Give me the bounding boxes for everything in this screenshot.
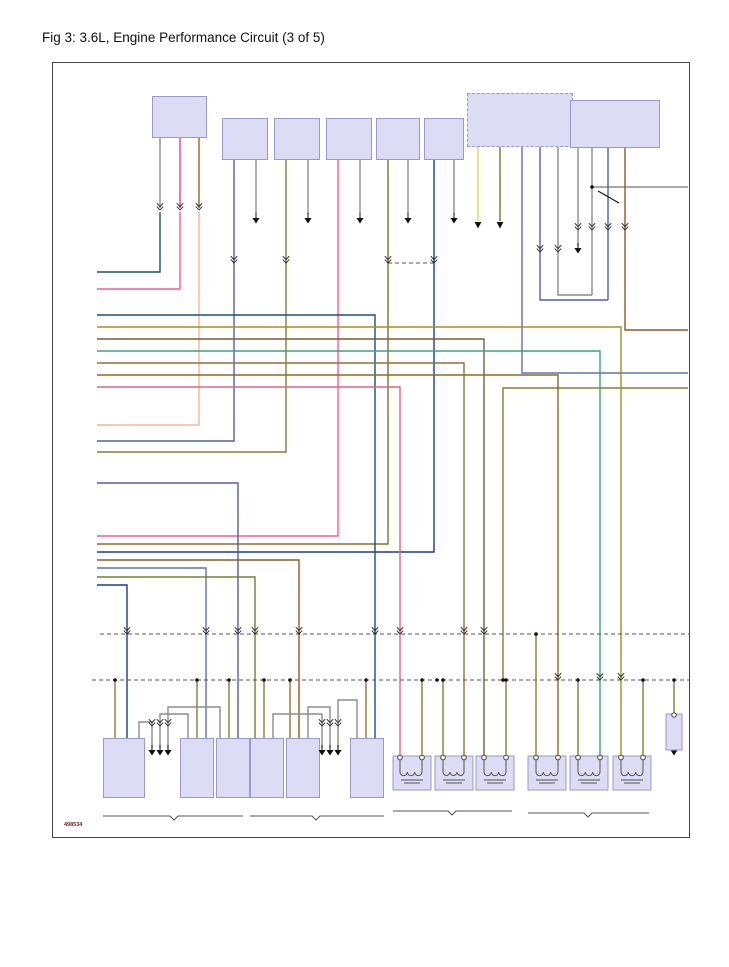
fuel-injector-6-box <box>393 756 431 790</box>
g917a-ground-icon <box>574 248 581 254</box>
fuel-injector-3-terminal-icon <box>576 755 581 760</box>
coil2-gnd-hook <box>168 707 220 748</box>
bcm-sens-rtn-wire <box>558 147 592 295</box>
page-title: Fig 3: 3.6L, Engine Performance Circuit (3 of 5) <box>42 30 325 45</box>
bcm-fuel-sig2-wire <box>522 147 688 373</box>
splice-dot <box>435 678 439 682</box>
splice-dot <box>590 185 594 189</box>
capacitor-gnd-ground-icon <box>670 750 677 756</box>
coil4-gnd-hook <box>160 714 188 748</box>
row20-wire <box>97 585 127 738</box>
fuel-injector-2-box <box>476 756 514 790</box>
fuel-injector-4-terminal-icon <box>462 755 467 760</box>
row13-wire <box>97 483 238 738</box>
row6-wire <box>97 351 600 756</box>
brace-injectors-left <box>393 811 512 815</box>
splice-dot <box>534 632 538 636</box>
brace-coils-right <box>250 816 384 820</box>
g903a-ground-icon <box>356 218 363 224</box>
fuel-injector-1-terminal-icon <box>641 755 646 760</box>
coil5-gnd-hook <box>273 714 322 748</box>
row18-wire <box>97 568 206 738</box>
fuel-injector-4-terminal-icon <box>441 755 446 760</box>
g927a-b3-ground-icon <box>334 750 341 756</box>
g914a-2-ground-icon <box>450 218 457 224</box>
g914a-b3-ground-icon <box>164 750 171 756</box>
splice-dot <box>672 678 676 682</box>
fuel-injector-3-terminal-icon <box>598 755 603 760</box>
splice-dot <box>262 678 266 682</box>
sol22-ctrl-wire <box>97 160 434 552</box>
fuel-injector-2-terminal-icon <box>482 755 487 760</box>
coil1-gnd-hook <box>338 700 357 748</box>
splice-dot <box>504 678 508 682</box>
splice-dot <box>195 678 199 682</box>
sensor-dkbludkgrn-wire <box>97 212 160 272</box>
g927a-b1-ground-icon <box>318 750 325 756</box>
splice-dot <box>113 678 117 682</box>
ignition-capacitor-box <box>666 714 682 750</box>
ignition-capacitor-terminal-icon <box>672 713 676 717</box>
coil6-gnd-hook <box>139 722 152 748</box>
sol21-ctrl-wire <box>97 160 388 544</box>
fuel-injector-5-box <box>528 756 566 790</box>
g914a-b2-ground-icon <box>156 750 163 756</box>
g914a-b1-ground-icon <box>148 750 155 756</box>
splice-dot <box>441 678 445 682</box>
splice-dot <box>288 678 292 682</box>
sensor-pnkyel-wire <box>97 212 199 425</box>
coil3-gnd-hook <box>308 707 330 748</box>
g927a-b2-ground-icon <box>326 750 333 756</box>
sol12-ctrl-wire <box>97 160 234 441</box>
row4-wire <box>97 327 621 756</box>
g914a-1-ground-icon <box>404 218 411 224</box>
fuel-injector-3-box <box>570 756 608 790</box>
bcm-sens-sig-wire <box>540 147 608 300</box>
g927a-2-ground-icon <box>304 218 311 224</box>
g927a-1-ground-icon <box>252 218 259 224</box>
fuel-injector-5-terminal-icon <box>556 755 561 760</box>
sensor-vioyel-wire <box>97 212 180 289</box>
row3-wire <box>97 315 375 738</box>
brace-coils-left <box>103 816 243 820</box>
splice-dot <box>364 678 368 682</box>
splice-dot <box>227 678 231 682</box>
fuel-injector-4-box <box>435 756 473 790</box>
row8-wire <box>97 375 558 756</box>
sol11-ctrl-wire <box>97 160 286 452</box>
fuel-injector-1-terminal-icon <box>619 755 624 760</box>
splice-dot <box>641 678 645 682</box>
fuel-injector-6-terminal-icon <box>420 755 425 760</box>
fuel-injector-1-box <box>613 756 651 790</box>
edge-brnwht-wire <box>503 388 688 680</box>
brace-injectors-right <box>528 813 649 817</box>
fp-ctrl-wire <box>625 148 688 330</box>
splice-dot <box>576 678 580 682</box>
arrow-down-icon <box>475 222 482 229</box>
arrow-down-icon <box>497 222 504 229</box>
splice-dot <box>420 678 424 682</box>
oilpump-ctrl-wire <box>97 160 338 536</box>
diagram-id: 498534 <box>64 822 83 828</box>
fuel-injector-2-terminal-icon <box>504 755 509 760</box>
fuel-injector-5-terminal-icon <box>534 755 539 760</box>
fuel-injector-6-terminal-icon <box>398 755 403 760</box>
